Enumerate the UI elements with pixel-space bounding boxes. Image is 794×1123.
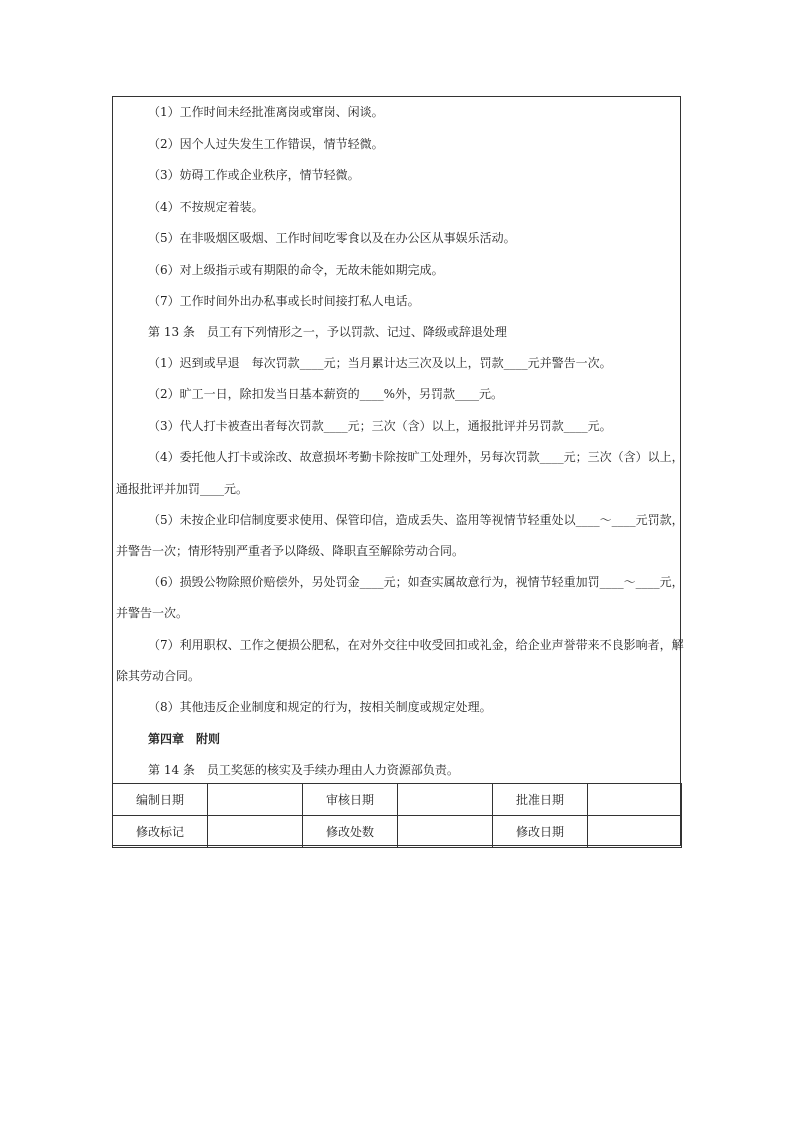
clause-line: （2）旷工一日，除扣发当日基本薪资的____%外，另罚款____元。: [148, 387, 504, 401]
revision-mark-value[interactable]: [208, 816, 303, 848]
clause-line: （5）未按企业印信制度要求使用、保管印信，造成丢失、盗用等视情节轻重处以____～____元罚款，: [148, 513, 684, 527]
clause-line: （6）损毁公物除照价赔偿外，另处罚金____元；如查实属故意行为，视情节轻重加罚____～____元，: [148, 575, 684, 589]
clause-line: （2）因个人过失发生工作错误，情节轻微。: [148, 137, 384, 151]
clause-line: （7）利用职权、工作之便损公肥私，在对外交往中收受回扣或礼金，给企业声誉带来不良影响者，解: [148, 638, 684, 652]
article-heading: 第 13 条 员工有下列情形之一，予以罚款、记过、降级或辞退处理: [148, 325, 507, 339]
clause-line: （4）不按规定着装。: [148, 200, 264, 214]
clause-line: （6）对上级指示或有期限的命令，无故未能如期完成。: [148, 263, 444, 277]
clause-line: （4）委托他人打卡或涂改、故意损坏考勤卡除按旷工处理外，另每次罚款____元；三次（含）以上，: [148, 450, 684, 464]
clause-continuation: 通报批评并加罚____元。: [116, 482, 249, 496]
article-heading: 第 14 条 员工奖惩的核实及手续办理由人力资源部负责。: [148, 763, 459, 777]
chapter-heading: 第四章 附则: [148, 732, 221, 746]
revision-date-value[interactable]: [588, 816, 682, 848]
review-date-value[interactable]: [398, 784, 493, 816]
document-frame: [112, 96, 684, 846]
revision-count-label: 修改处数: [303, 816, 398, 848]
clause-line: （3）妨碍工作或企业秩序，情节轻微。: [148, 168, 360, 182]
clause-line: （7）工作时间外出办私事或长时间接打私人电话。: [148, 294, 420, 308]
revision-mark-label: 修改标记: [113, 816, 208, 848]
clause-line: （1）迟到或早退 每次罚款____元；当月累计达三次及以上，罚款____元并警告一次。: [148, 356, 612, 370]
clause-continuation: 并警告一次。: [116, 606, 189, 620]
revision-count-value[interactable]: [398, 816, 493, 848]
compile-date-label: 编制日期: [113, 784, 208, 816]
clause-continuation: 除其劳动合同。: [116, 669, 201, 683]
revision-row: [113, 816, 682, 848]
approval-table: [112, 783, 682, 848]
approve-date-value[interactable]: [588, 784, 682, 816]
approval-row: [113, 784, 682, 816]
clause-line: （1）工作时间未经批准离岗或窜岗、闲谈。: [148, 105, 384, 119]
clause-line: （8）其他违反企业制度和规定的行为，按相关制度或规定处理。: [148, 700, 492, 714]
clause-line: （5）在非吸烟区吸烟、工作时间吃零食以及在办公区从事娱乐活动。: [148, 231, 516, 245]
review-date-label: 审核日期: [303, 784, 398, 816]
revision-date-label: 修改日期: [493, 816, 588, 848]
clause-continuation: 并警告一次；情形特别严重者予以降级、降职直至解除劳动合同。: [116, 544, 465, 558]
compile-date-value[interactable]: [208, 784, 303, 816]
approve-date-label: 批准日期: [493, 784, 588, 816]
clause-line: （3）代人打卡被查出者每次罚款____元；三次（含）以上，通报批评并另罚款____元。: [148, 419, 612, 433]
